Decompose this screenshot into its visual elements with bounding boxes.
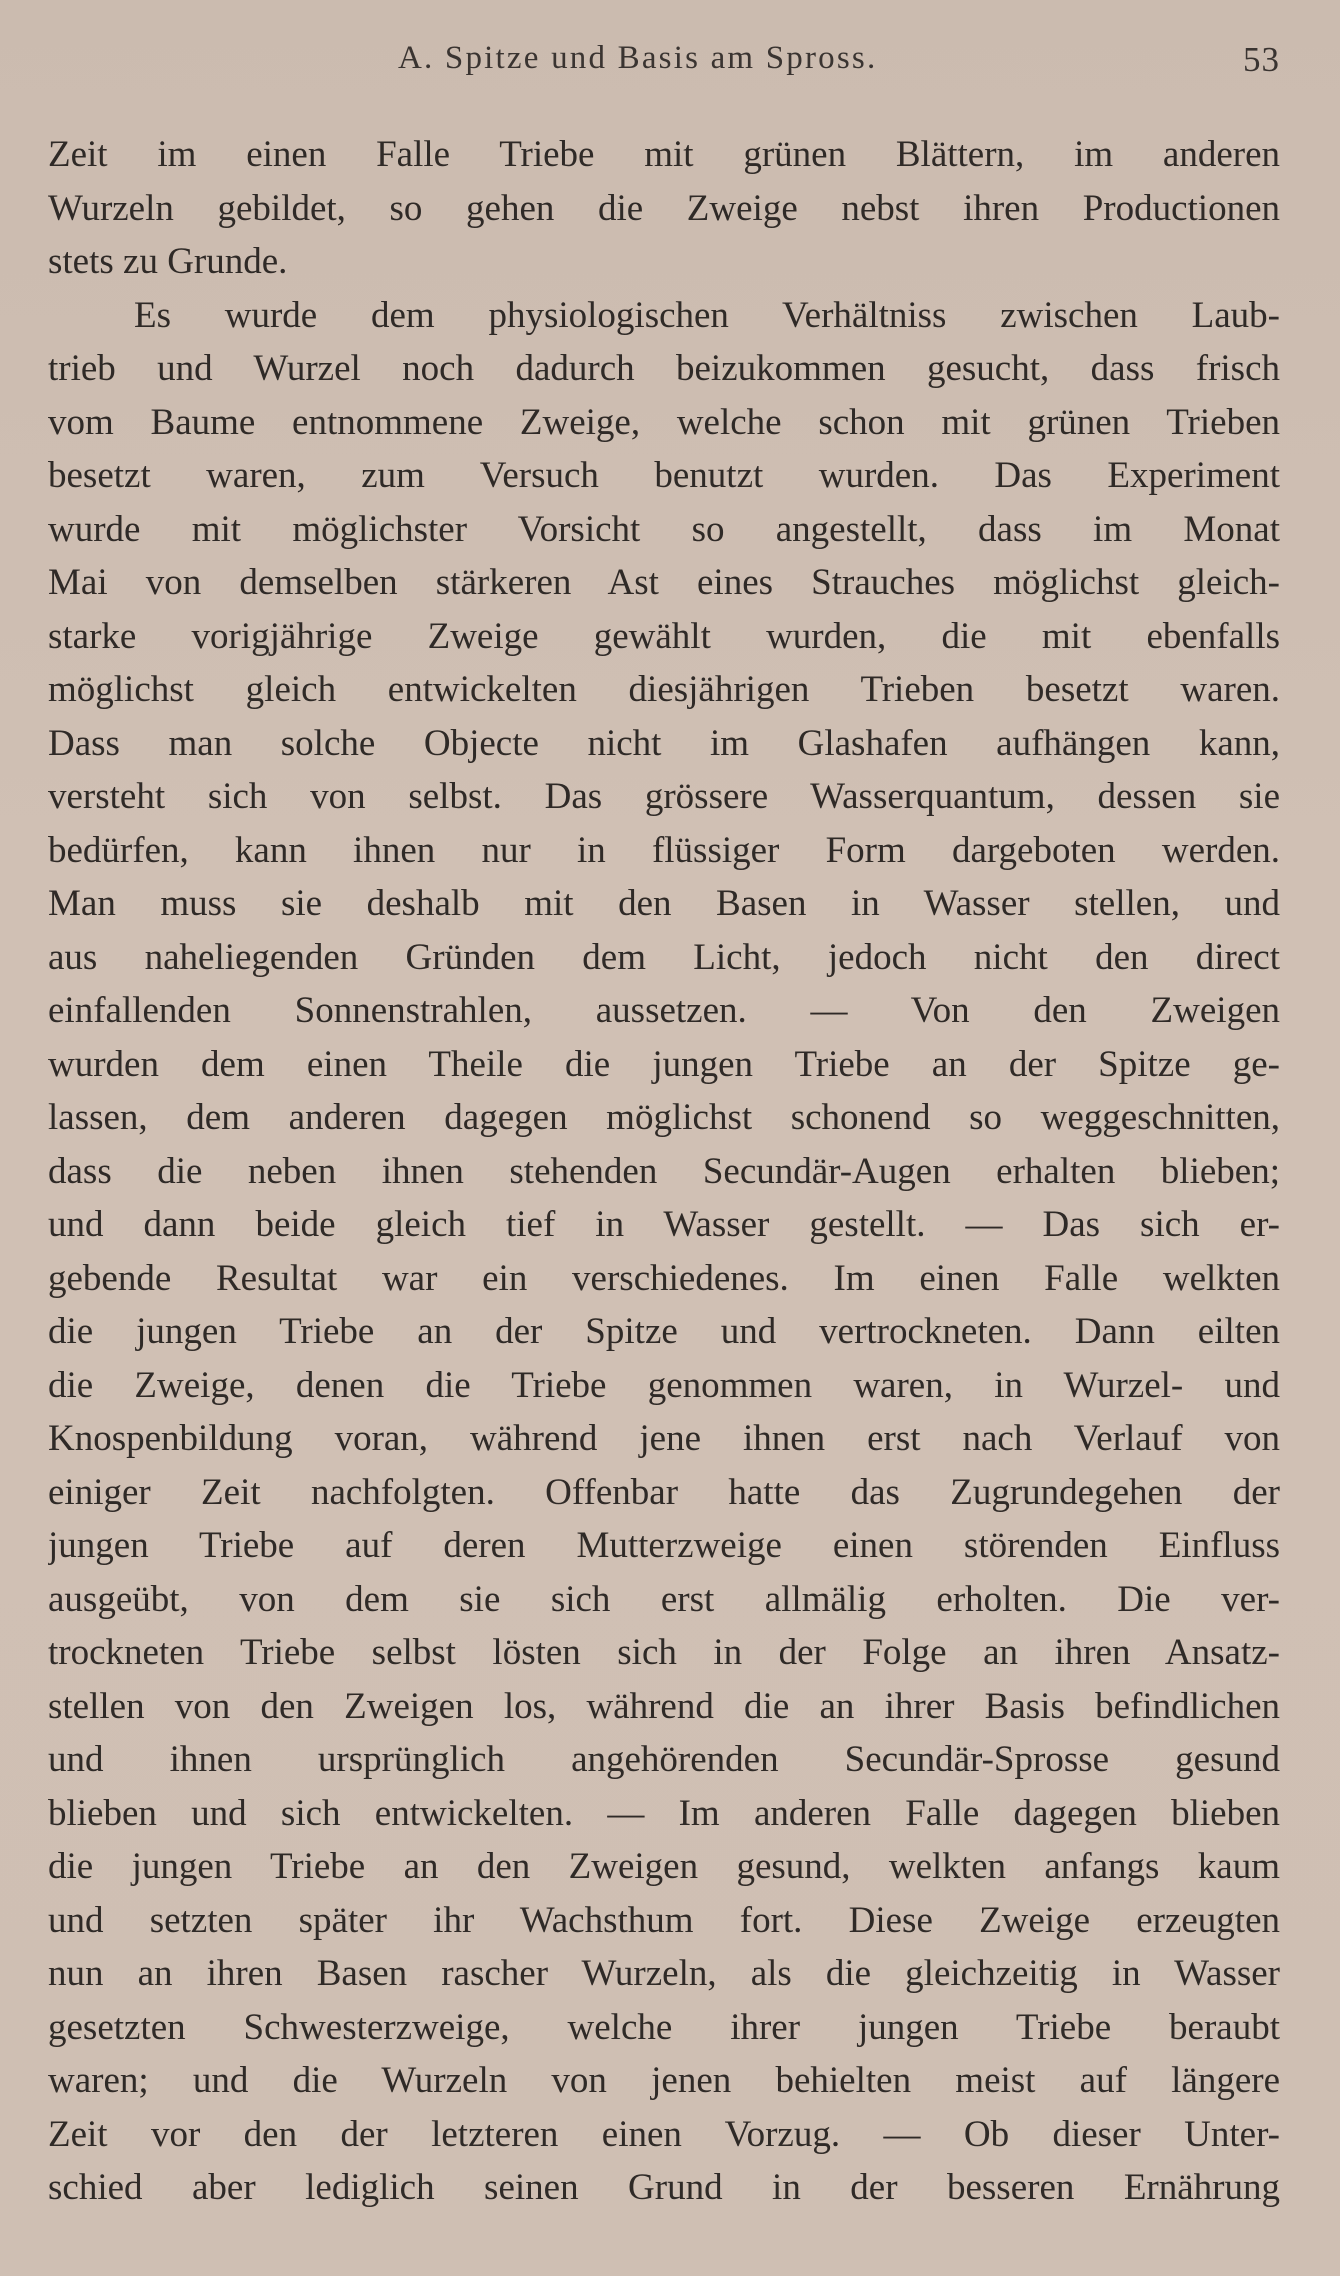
page-number: 53 — [1243, 40, 1280, 79]
text-line: Zeit vor den der letzteren einen Vorzug. — Ob dieser Unter- — [48, 2113, 1280, 2155]
text-line: schied aber lediglich seinen Grund in der besseren Ernährung — [48, 2167, 1280, 2208]
text-line: und setzten später ihr Wachsthum fort. Diese Zweige erzeugten — [48, 1899, 1280, 1941]
text-line: nun an ihren Basen rascher Wurzeln, als die gleichzeitig in Wasser — [48, 1953, 1280, 1994]
text-line: ausgeübt, von dem sie sich erst allmälig erholten. Die ver- — [48, 1578, 1280, 1620]
text-line: Es wurde dem physiologischen Verhältniss zwischen Laub- — [134, 294, 1280, 336]
text-line: die Zweige, denen die Triebe genommen waren, in Wurzel- und — [48, 1364, 1280, 1406]
text-line: Zeit im einen Falle Triebe mit grünen Blättern, im anderen — [48, 134, 1280, 175]
text-line: Man muss sie deshalb mit den Basen in Wasser stellen, und — [48, 883, 1280, 924]
text-line: aus naheliegenden Gründen dem Licht, jedoch nicht den direct — [48, 936, 1280, 978]
text-line: Mai von demselben stärkeren Ast eines Strauches möglichst gleich- — [48, 562, 1280, 603]
text-line: die jungen Triebe an den Zweigen gesund, welkten anfangs kaum — [48, 1846, 1280, 1887]
text-line: bedürfen, kann ihnen nur in flüssiger Form dargeboten werden. — [48, 829, 1280, 871]
running-head — [48, 40, 1280, 90]
text-line: Wurzeln gebildet, so gehen die Zweige nebst ihren Productionen — [48, 187, 1280, 229]
text-line: vom Baume entnommene Zweige, welche schon mit grünen Trieben — [48, 401, 1280, 443]
text-line: einiger Zeit nachfolgten. Offenbar hatte das Zugrundegehen der — [48, 1471, 1280, 1513]
text-line: wurden dem einen Theile die jungen Triebe an der Spitze ge- — [48, 1043, 1280, 1085]
text-line: gesetzten Schwesterzweige, welche ihrer jungen Triebe beraubt — [48, 2006, 1280, 2048]
text-line: die jungen Triebe an der Spitze und vertrockneten. Dann eilten — [48, 1311, 1280, 1352]
text-line: versteht sich von selbst. Das grössere Wasserquantum, dessen sie — [48, 776, 1280, 817]
text-line: besetzt waren, zum Versuch benutzt wurden. Das Experiment — [48, 455, 1280, 496]
text-line: stellen von den Zweigen los, während die an ihrer Basis befindlichen — [48, 1685, 1280, 1727]
text-line: wurde mit möglichster Vorsicht so angestellt, dass im Monat — [48, 508, 1280, 550]
text-line: waren; und die Wurzeln von jenen behielten meist auf längere — [48, 2060, 1280, 2101]
text-line: trieb und Wurzel noch dadurch beizukommen gesucht, dass frisch — [48, 348, 1280, 389]
text-line: lassen, dem anderen dagegen möglichst schonend so weggeschnitten, — [48, 1097, 1280, 1138]
text-line: gebende Resultat war ein verschiedenes. Im einen Falle welkten — [48, 1257, 1280, 1299]
text-line: möglichst gleich entwickelten diesjährigen Trieben besetzt waren. — [48, 669, 1280, 710]
text-line: jungen Triebe auf deren Mutterzweige einen störenden Einfluss — [48, 1525, 1280, 1566]
running-title: A. Spitze und Basis am Spross. — [398, 40, 878, 76]
text-line: Knospenbildung voran, während jene ihnen erst nach Verlauf von — [48, 1418, 1280, 1459]
text-line: blieben und sich entwickelten. — Im anderen Falle dagegen blieben — [48, 1792, 1280, 1834]
text-line: und dann beide gleich tief in Wasser gestellt. — Das sich er- — [48, 1204, 1280, 1245]
body-text — [48, 128, 1280, 2215]
text-line: starke vorigjährige Zweige gewählt wurden, die mit ebenfalls — [48, 615, 1280, 657]
text-line: stets zu Grunde. — [48, 241, 288, 282]
text-line: dass die neben ihnen stehenden Secundär-Augen erhalten blieben; — [48, 1150, 1280, 1192]
text-line: und ihnen ursprünglich angehörenden Secundär-Sprosse gesund — [48, 1739, 1280, 1780]
text-line: einfallenden Sonnenstrahlen, aussetzen. — Von den Zweigen — [48, 990, 1280, 1031]
text-line: Dass man solche Objecte nicht im Glashafen aufhängen kann, — [48, 722, 1280, 764]
text-line: trockneten Triebe selbst lösten sich in der Folge an ihren Ansatz- — [48, 1632, 1280, 1673]
